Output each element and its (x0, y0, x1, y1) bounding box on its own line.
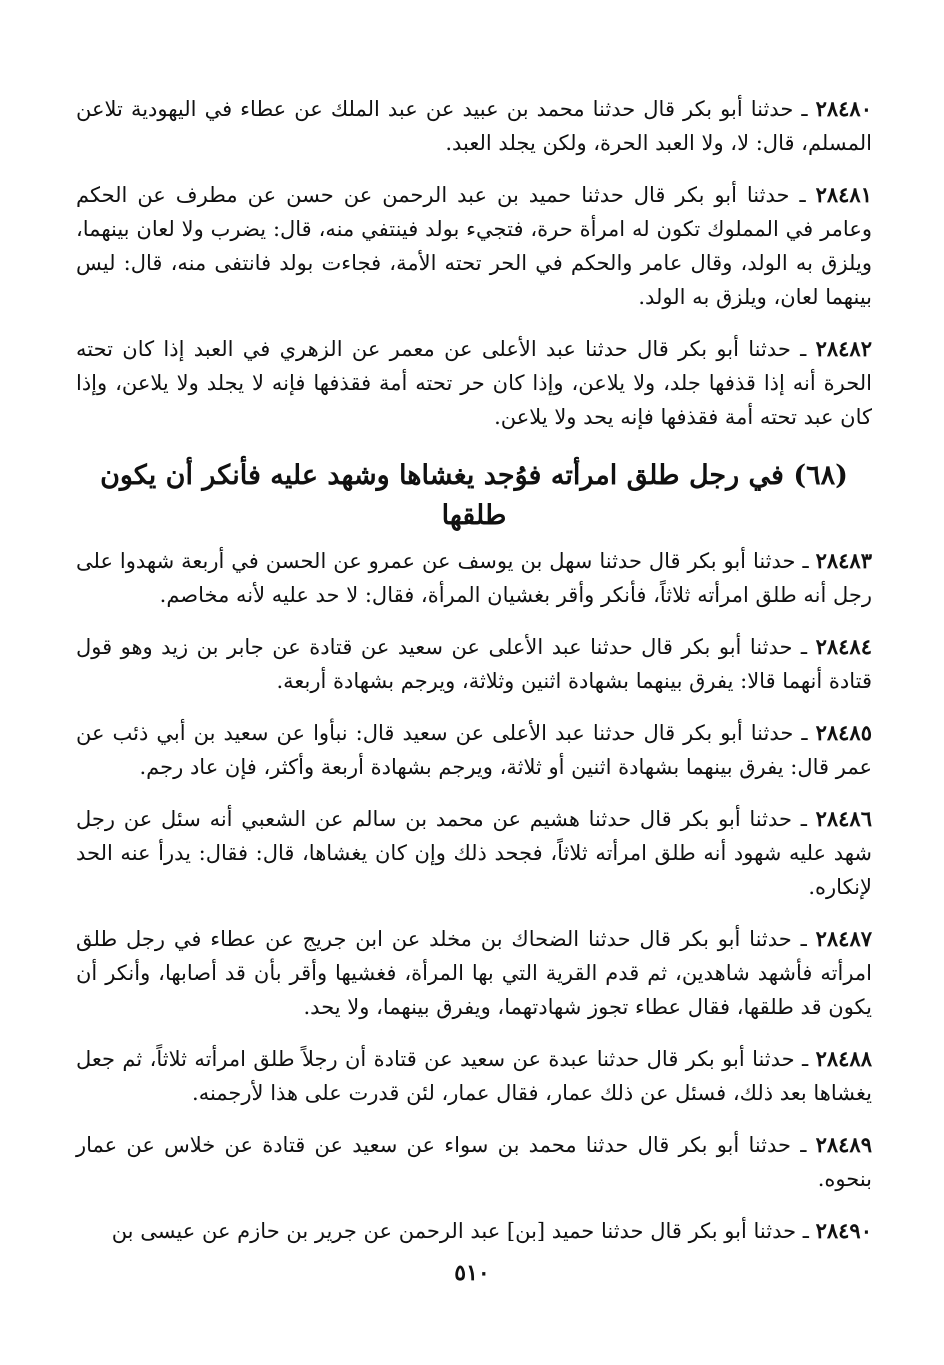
entry-number: ٢٨٤٨٧ (815, 926, 873, 951)
entry-number: ٢٨٤٨٢ (815, 336, 872, 361)
section-heading: (٦٨) في رجل طلق امرأته فوُجد يغشاها وشهد عليه فأنكر أن يكون طلقها (100, 460, 848, 531)
entry-text: حدثنا أبو بكر قال حدثنا محمد بن عبيد عن عبد الملك عن عطاء في اليهودية تلاعن المسلم، قال: لا، ولا العبد الحرة، ولكن يجلد العبد. (76, 97, 872, 155)
hadith-entry: ٢٨٤٨١ ـ حدثنا أبو بكر قال حدثنا حميد بن عبد الرحمن عن حسن عن مطرف عن الحكم وعامر في المملوك تكون له امرأة حرة، فتجيء بولد فينتفي منه، قال: يضرب ولا لعان بينهما، ويلزق به الولد، وقال عامر والحكم في الحر تحته الأمة، فجاءت بولد فانتفى منه، قال: ليس بينهما لعان، ويلزق به الولد. (76, 182, 872, 309)
entry-number: ٢٨٤٨٦ (815, 806, 872, 831)
hadith-entry: ٢٨٤٨٣ ـ حدثنا أبو بكر قال حدثنا سهل بن يوسف عن عمرو عن الحسن في أربعة شهدوا على رجل أنه طلق امرأته ثلاثاً، فأنكر وأقر بغشيان المرأة، فقال: لا حد عليه لأنه مخاصم. (76, 548, 872, 607)
hadith-entry: ٢٨٤٨٠ ـ حدثنا أبو بكر قال حدثنا محمد بن عبيد عن عبد الملك عن عطاء في اليهودية تلاعن المسلم، قال: لا، ولا العبد الحرة، ولكن يجلد العبد. (76, 96, 872, 155)
entry-number: ٢٨٤٨٤ (815, 634, 872, 659)
entry-number: ٢٨٤٨٨ (815, 1046, 872, 1071)
page-number: ٥١٠ (454, 1260, 490, 1286)
entry-number: ٢٨٤٨١ (815, 182, 872, 207)
hadith-entry: ٢٨٤٨٧ ـ حدثنا أبو بكر قال حدثنا الضحاك بن مخلد عن ابن جريج عن عطاء في رجل طلق امرأته فأشهد شاهدين، ثم قدم القرية التي بها المرأة، فغشيها وأقر بأن قد أصابها، وأنكر أن يكون قد طلقها، فقال عطاء تجوز شهادتهما، ويفرق بينهما، ولا يحد. (76, 926, 873, 1019)
entry-number: ٢٨٤٩٠ (815, 1218, 872, 1243)
entry-text: حدثنا أبو بكر قال حدثنا عبدة عن سعيد عن قتادة أن رجلاً طلق امرأته ثلاثاً، ثم جعل يغشاها بعد ذلك، فسئل عن ذلك عمار، فقال عمار، لئن قدرت على هذا لأرجمنه. (76, 1047, 872, 1105)
hadith-entry: ٢٨٤٨٢ ـ حدثنا أبو بكر قال حدثنا عبد الأعلى عن معمر عن الزهري في العبد إذا كان تحته الحرة أنه إذا قذفها جلد، ولا يلاعن، وإذا كان حر تحته أمة فقذفها فإنه لا يجلد ولا يلاعن، وإذا كان عبد تحته أمة فقذفها فإنه يحد ولا يلاعن. (76, 336, 873, 429)
entry-number: ٢٨٤٨٥ (815, 720, 872, 745)
entry-number: ٢٨٤٨٩ (815, 1132, 872, 1157)
entry-text: حدثنا أبو بكر قال حدثنا هشيم عن محمد بن سالم عن الشعبي أنه سئل عن رجل شهد عليه شهود أنه طلق امرأته ثلاثاً، فجحد ذلك وإن كان يغشاها، قال: فقال: يدرأ عنه الحد لإنكاره. (76, 807, 872, 899)
hadith-entry: ٢٨٤٨٥ ـ حدثنا أبو بكر قال حدثنا عبد الأعلى عن سعيد قال: نبأوا عن سعيد بن أبي ذئب عن عمر قال: يفرق بينهما بشهادة اثنين أو ثلاثة، ويرجم بشهادة أربعة وأكثر، فإن عاد رجم. (76, 720, 872, 779)
entry-text: حدثنا أبو بكر قال حدثنا حميد بن عبد الرحمن عن حسن عن مطرف عن الحكم وعامر في المملوك تكون له امرأة حرة، فتجيء بولد فينتفي منه، قال: يضرب ولا لعان بينهما، ويلزق به الولد، وقال عامر والحكم في الحر تحته الأمة، فجاءت بولد فانتفى منه، قال: ليس بينهما لعان، ويلزق به الولد. (76, 183, 872, 309)
entry-text: حدثنا أبو بكر قال حدثنا عبد الأعلى عن معمر عن الزهري في العبد إذا كان تحته الحرة أنه إذا قذفها جلد، ولا يلاعن، وإذا كان حر تحته أمة فقذفها فإنه لا يجلد ولا يلاعن، وإذا كان عبد تحته أمة فقذفها فإنه يحد ولا يلاعن. (76, 337, 873, 429)
entry-text: حدثنا أبو بكر قال حدثنا سهل بن يوسف عن عمرو عن الحسن في أربعة شهدوا على رجل أنه طلق امرأته ثلاثاً، فأنكر وأقر بغشيان المرأة، فقال: لا حد عليه لأنه مخاصم. (76, 549, 872, 607)
hadith-entry: ٢٨٤٨٩ ـ حدثنا أبو بكر قال حدثنا محمد بن سواء عن سعيد عن قتادة عن خلاس عن عمار بنحوه. (76, 1132, 872, 1191)
entry-number: ٢٨٤٨٣ (815, 548, 872, 573)
hadith-entry: ٢٨٤٨٨ ـ حدثنا أبو بكر قال حدثنا عبدة عن سعيد عن قتادة أن رجلاً طلق امرأته ثلاثاً، ثم جعل يغشاها بعد ذلك، فسئل عن ذلك عمار، فقال عمار، لئن قدرت على هذا لأرجمنه. (76, 1046, 872, 1105)
hadith-entry: ٢٨٤٨٦ ـ حدثنا أبو بكر قال حدثنا هشيم عن محمد بن سالم عن الشعبي أنه سئل عن رجل شهد عليه شهود أنه طلق امرأته ثلاثاً، فجحد ذلك وإن كان يغشاها، قال: فقال: يدرأ عنه الحد لإنكاره. (76, 806, 872, 899)
entry-text: حدثنا أبو بكر قال حدثنا الضحاك بن مخلد عن ابن جريج عن عطاء في رجل طلق امرأته فأشهد شاهدين، ثم قدم القرية التي بها المرأة، فغشيها وأقر بأن قد أصابها، وأنكر أن يكون قد طلقها، فقال عطاء تجوز شهادتهما، ويفرق بينهما، ولا يحد. (76, 927, 872, 1019)
entry-number: ٢٨٤٨٠ (815, 96, 872, 121)
hadith-entry: ٢٨٤٨٤ ـ حدثنا أبو بكر قال حدثنا عبد الأعلى عن سعيد عن قتادة عن جابر بن زيد وهو قول قتادة أنهما قالا: يفرق بينهما بشهادة اثنين وثلاثة، ويرجم بشهادة أربعة. (76, 634, 872, 693)
entry-text: حدثنا أبو بكر قال حدثنا محمد بن سواء عن سعيد عن قتادة عن خلاس عن عمار بنحوه. (76, 1133, 872, 1191)
entry-text: حدثنا أبو بكر قال حدثنا عبد الأعلى عن سعيد قال: نبأوا عن سعيد بن أبي ذئب عن عمر قال: يفرق بينهما بشهادة اثنين أو ثلاثة، ويرجم بشهادة أربعة وأكثر، فإن عاد رجم. (76, 721, 872, 779)
entry-text: حدثنا أبو بكر قال حدثنا حميد [بن] عبد الرحمن عن جرير بن حازم عن عيسى بن (111, 1219, 797, 1243)
hadith-entry: ٢٨٤٩٠ ـ حدثنا أبو بكر قال حدثنا حميد [بن] عبد الرحمن عن جرير بن حازم عن عيسى بن (111, 1218, 872, 1243)
entry-text: حدثنا أبو بكر قال حدثنا عبد الأعلى عن سعيد عن قتادة عن جابر بن زيد وهو قول قتادة أنهما قالا: يفرق بينهما بشهادة اثنين وثلاثة، ويرجم بشهادة أربعة. (76, 635, 872, 693)
